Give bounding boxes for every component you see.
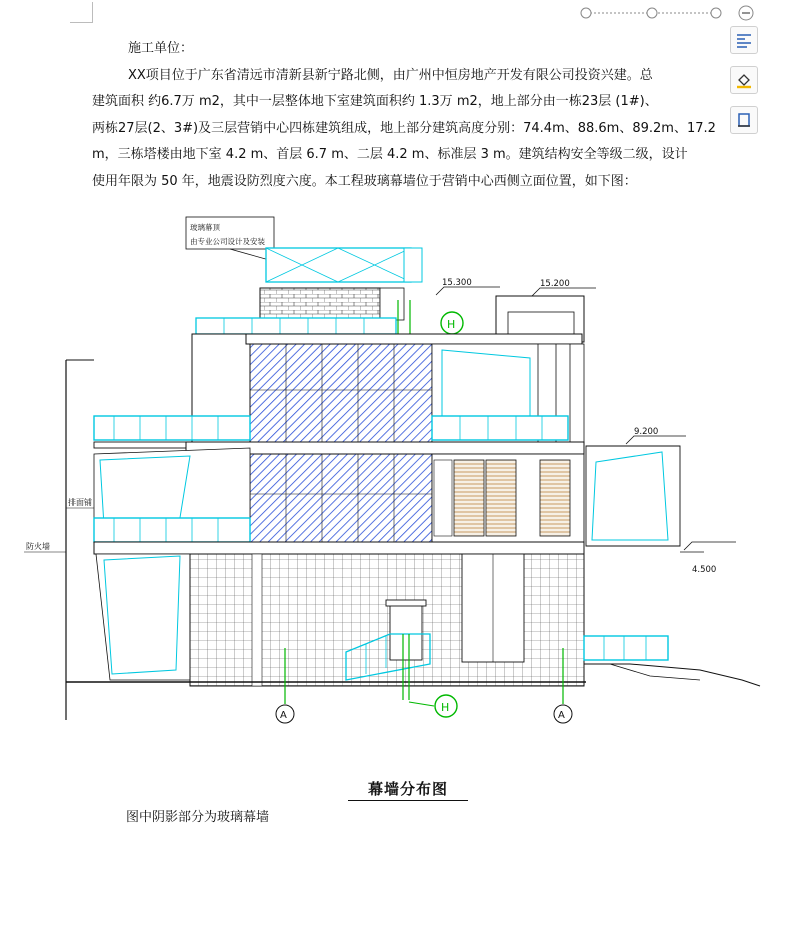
elevation-15300: 15.300 bbox=[442, 278, 472, 288]
grid-bubble-a-left: A bbox=[280, 710, 287, 721]
frame-icon bbox=[735, 111, 753, 129]
grid-bubble-h-bottom: H bbox=[441, 701, 450, 714]
page-corner-mark-left bbox=[70, 2, 93, 23]
text-wrap-icon bbox=[735, 31, 753, 49]
body-heading: 施工单位： bbox=[128, 41, 194, 56]
elevation-4500: 4.500 bbox=[692, 565, 717, 575]
left-label-lower: 防火墙 bbox=[26, 542, 50, 551]
fill-style-button[interactable] bbox=[730, 66, 758, 94]
left-label-upper: 排面铺 bbox=[68, 498, 92, 507]
elevation-9200: 9.200 bbox=[634, 427, 659, 437]
curtain-wall-elevation-drawing bbox=[0, 190, 794, 730]
figure-title: 幕墙分布图 bbox=[367, 780, 448, 798]
body-line: 建筑面积 约6.7万 m2，其中一层整体地下室建筑面积约 1.3万 m2，地上部分由一栋23层 (1#)、 bbox=[92, 94, 658, 109]
figure-title-underline bbox=[348, 800, 468, 801]
grid-bubble-h-top: H bbox=[447, 318, 456, 331]
paint-bucket-icon bbox=[735, 71, 753, 89]
body-line: m，三栋塔楼由地下室 4.2 m、首层 6.7 m、二层 4.2 m、标准层 3 m。建筑结构安全等级二级，设计 bbox=[92, 147, 688, 162]
body-line: XX项目位于广东省清远市清新县新宁路北侧，由广州中恒房地产开发有限公司投资兴建。总 bbox=[128, 67, 653, 83]
elevation-15200: 15.200 bbox=[540, 279, 570, 289]
collapse-icon[interactable] bbox=[739, 6, 753, 20]
figure-caption: 图中阴影部分为玻璃幕墙 bbox=[126, 810, 270, 825]
body-line: 两栋27层(2、3#)及三层营销中心四栋建筑组成，地上部分建筑高度分别：74.4m、88.6m、89.2m、17.2 bbox=[92, 120, 716, 136]
layout-options-button[interactable] bbox=[730, 26, 758, 54]
note-line2: 由专业公司设计及安装 bbox=[190, 237, 265, 246]
body-text bbox=[92, 36, 716, 195]
grid-bubble-a-right: A bbox=[558, 710, 565, 721]
margin-handle-bar[interactable] bbox=[580, 4, 760, 22]
side-toolbar bbox=[730, 26, 762, 146]
crop-button[interactable] bbox=[730, 106, 758, 134]
note-line1: 玻璃幕顶 bbox=[190, 223, 220, 232]
body-line: 使用年限为 50 年，地震设防烈度六度。本工程玻璃幕墙位于营销中心西侧立面位置，如下图： bbox=[92, 173, 637, 189]
